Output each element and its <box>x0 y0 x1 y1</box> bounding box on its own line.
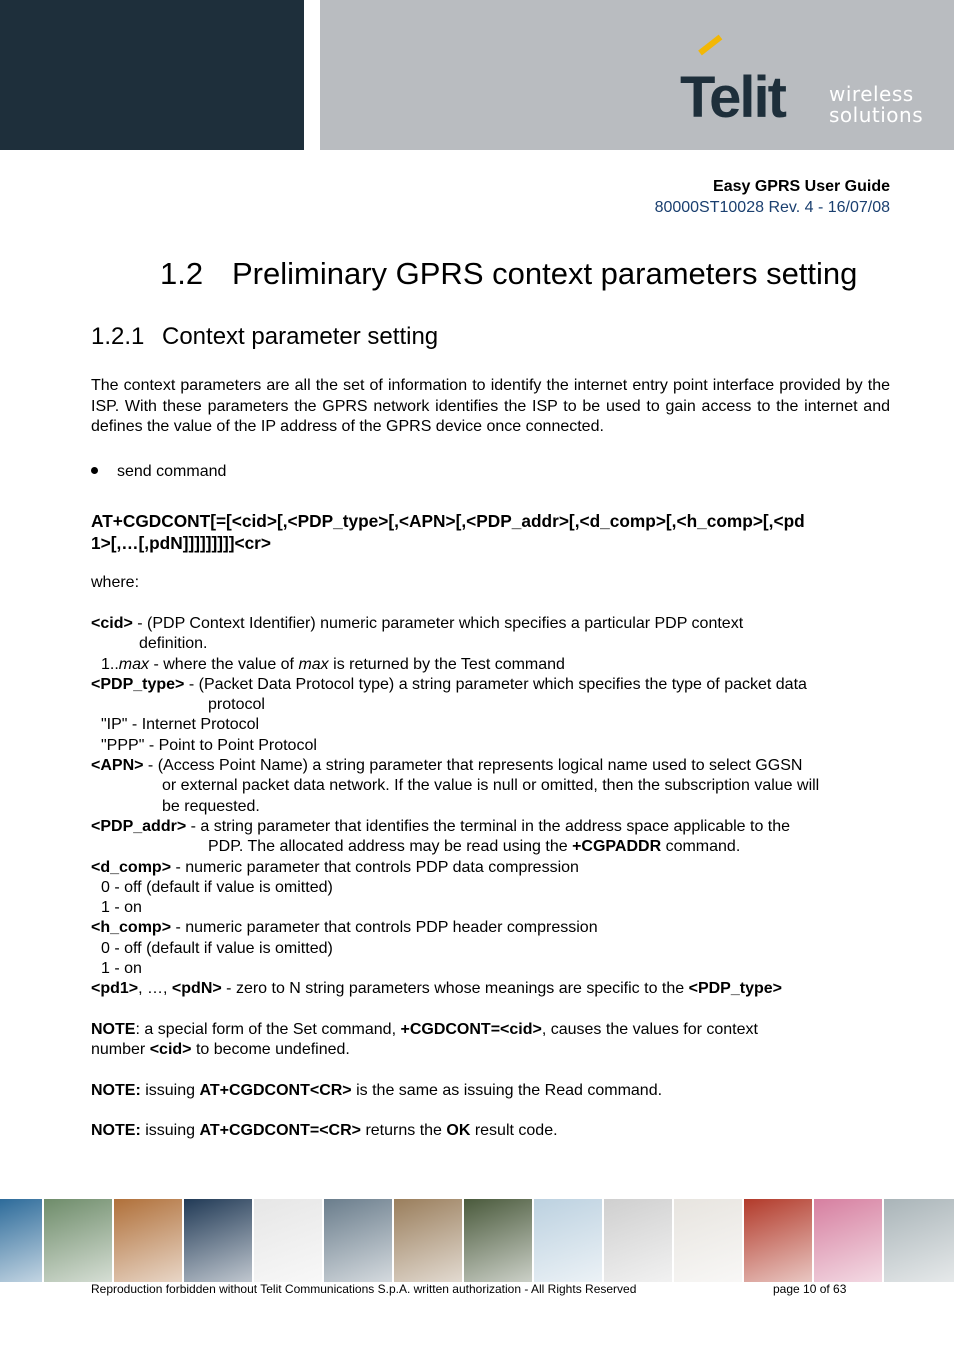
param-h-comp: <h_comp> - numeric parameter that controls PDP header compression <box>91 919 598 937</box>
param-apn: <APN> - (Access Point Name) a string parameter that represents logical name used to select GGSN <box>91 757 803 775</box>
logo-tagline: wireless solutions <box>829 82 924 127</box>
footer-photo-tile <box>184 1199 252 1282</box>
footer-photo-tile <box>884 1199 954 1282</box>
parameter-list: <cid> - (PDP Context Identifier) numeric parameter which specifies a particular PDP context definition. 1..max - where the value of max is returned by the Test command <PDP_type> - (Packet Data Protocol type) a string parameter which specifies the type of packet data protocol "IP" - Internet Protocol "PPP" - Point to Point Protocol <APN> - (Access Point Name) a string parameter that represents logical name used to select GGSN or external packet data network. If the value is null or omitted, then the subscription value will be requested. <PDP_addr> - a string parameter that identifies the terminal in the address space applicable to the PDP. The allocated address may be read using the +CGPADDR command. <d_comp> - numeric parameter that controls PDP data compression 0 - off (default if value is omitted) 1 - on <h_comp> - numeric parameter that controls PDP header compression 0 - off (default if value is omitted) 1 - on <pd1>, …, <pdN> - zero to N string parameters whose meanings are specific to the <PDP_type> <box>91 614 896 1000</box>
logo-word: Telit <box>680 65 785 130</box>
command-syntax: AT+CGDCONT[=[<cid>[,<PDP_type>[,<APN>[,<PDP_addr>[,<d_comp>[,<h_comp>[,<pd 1>[,…[,pdN]]]]]]]]]<cr> <box>91 511 805 553</box>
document-revision: 80000ST10028 Rev. 4 - 16/07/08 <box>654 199 890 216</box>
footer-photo-tile <box>814 1199 882 1282</box>
footer-photo-tile <box>254 1199 322 1282</box>
footer-photo-tile <box>44 1199 112 1282</box>
bullet-item: send command <box>91 463 226 481</box>
param-pdp-addr: <PDP_addr> - a string parameter that identifies the terminal in the address space applicable to the <box>91 817 791 835</box>
footer-photo-tile <box>534 1199 602 1282</box>
footer-photo-tile <box>0 1199 42 1282</box>
footer-photo-tile <box>744 1199 812 1282</box>
footer-photo-tile <box>114 1199 182 1282</box>
where-label: where: <box>91 574 140 591</box>
header-dark-panel <box>0 0 304 150</box>
param-pdp-type: <PDP_type> - (Packet Data Protocol type) a string parameter which specifies the type of packet data <box>91 675 807 693</box>
footer-photo-tile <box>464 1199 532 1282</box>
footer-photo-strip <box>0 1199 954 1282</box>
subsection-heading: 1.2.1 Context parameter setting <box>91 323 439 350</box>
footer-photo-tile <box>674 1199 742 1282</box>
bullet-dot <box>91 467 98 474</box>
footer-photo-tile <box>324 1199 392 1282</box>
section-heading: 1.2 Preliminary GPRS context parameters setting <box>160 256 858 291</box>
note-ok-result: NOTE: issuing AT+CGDCONT=<CR> returns the OK result code. <box>91 1122 558 1139</box>
param-cid: <cid> - (PDP Context Identifier) numeric parameter which specifies a particular PDP context <box>91 615 744 632</box>
footer-photo-tile <box>394 1199 462 1282</box>
telit-logo <box>676 48 936 132</box>
intro-paragraph: The context parameters are all the set of information to identify the internet entry point interface provided by the ISP. With these parameters the GPRS network identifies the ISP to be used to gain access to the internet and defines the value of the IP address of the GPRS device once connected. <box>91 377 890 435</box>
note-special-form: NOTE: a special form of the Set command, +CGDCONT=<cid>, causes the values for context number <cid> to become undefined. <box>91 1021 758 1059</box>
footer-photo-tile <box>604 1199 672 1282</box>
document-title: Easy GPRS User Guide <box>713 178 890 195</box>
note-read-command: NOTE: issuing AT+CGDCONT<CR> is the same as issuing the Read command. <box>91 1082 663 1099</box>
param-pdn: <pd1>, …, <pdN> - zero to N string parameters whose meanings are specific to the <PDP_type> <box>91 980 782 998</box>
page-number: page 10 of 63 <box>773 1282 847 1296</box>
param-d-comp: <d_comp> - numeric parameter that controls PDP data compression <box>91 858 579 876</box>
footer-copyright: Reproduction forbidden without Telit Communications S.p.A. written authorization - All Rights Reserved <box>91 1282 637 1296</box>
